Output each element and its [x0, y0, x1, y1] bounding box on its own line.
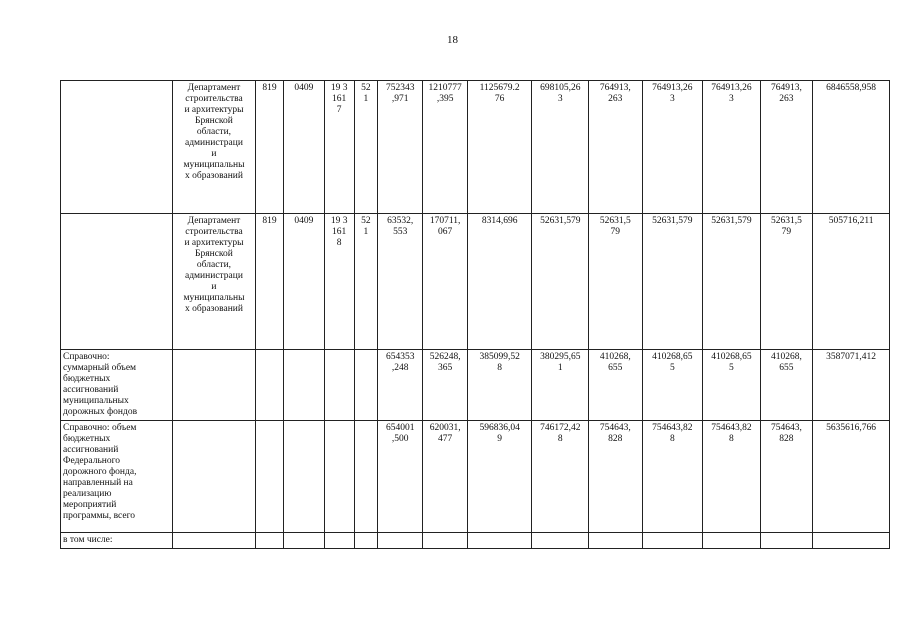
- department-cell-text: Департамент строительства и архитектуры Брянской области, администраци и муниципальны х образований: [183, 83, 245, 181]
- row-label-cell: [61, 350, 173, 421]
- value-cell: [423, 81, 467, 214]
- value-cell-text: 698105,26 3: [540, 83, 581, 104]
- value-cell: [760, 214, 813, 350]
- value-cell: [378, 421, 423, 533]
- vr-code-cell: [354, 81, 377, 214]
- department-cell: [173, 350, 256, 421]
- grbs-code-cell: [255, 214, 283, 350]
- value-cell-text: 410268, 655: [599, 352, 631, 373]
- value-cell: [378, 214, 423, 350]
- value-cell: [642, 81, 703, 214]
- department-cell: [173, 421, 256, 533]
- value-cell: [532, 81, 589, 214]
- value-cell: [813, 81, 890, 214]
- value-cell: [589, 421, 643, 533]
- value-cell-text: 1125679.2 76: [479, 83, 520, 104]
- value-cell: [423, 421, 467, 533]
- value-cell-text: 620031, 477: [429, 423, 461, 444]
- grbs-code-cell-text: 819: [262, 216, 277, 226]
- value-cell: [703, 350, 761, 421]
- value-cell: [589, 533, 643, 549]
- vr-code-cell: [354, 421, 377, 533]
- value-cell: [760, 533, 813, 549]
- grbs-code-cell-text: 819: [262, 83, 277, 93]
- vr-code-cell: [354, 350, 377, 421]
- csr-code-cell: [324, 533, 354, 549]
- value-cell: [642, 214, 703, 350]
- value-cell-text: 170711, 067: [429, 216, 461, 237]
- value-cell: [813, 214, 890, 350]
- value-cell-text: 63532, 553: [387, 216, 414, 237]
- value-cell: [378, 533, 423, 549]
- value-cell: [423, 214, 467, 350]
- row-label-cell: [61, 81, 173, 214]
- value-cell-text: 52631,579: [540, 216, 581, 226]
- value-cell: [423, 533, 467, 549]
- value-cell: [532, 533, 589, 549]
- value-cell: [642, 350, 703, 421]
- rzpr-code-cell: [284, 350, 324, 421]
- vr-code-cell-text: 52 1: [361, 216, 371, 237]
- value-cell: [813, 533, 890, 549]
- csr-code-cell: [324, 81, 354, 214]
- page-number: 18: [447, 34, 458, 46]
- table-row: [61, 350, 890, 421]
- csr-code-cell: [324, 421, 354, 533]
- value-cell: [703, 214, 761, 350]
- value-cell-text: 6846558,958: [826, 83, 877, 93]
- value-cell-text: 654001 ,500: [385, 423, 415, 444]
- value-cell-text: 410268,65 5: [711, 352, 752, 373]
- value-cell: [589, 214, 643, 350]
- grbs-code-cell: [255, 350, 283, 421]
- value-cell-text: 764913,26 3: [652, 83, 693, 104]
- row-label-cell: [61, 214, 173, 350]
- value-cell-text: 52631,579: [652, 216, 693, 226]
- vr-code-cell: [354, 214, 377, 350]
- grbs-code-cell: [255, 81, 283, 214]
- grbs-code-cell: [255, 421, 283, 533]
- row-label-cell: [61, 421, 173, 533]
- department-cell: [173, 81, 256, 214]
- table-row: [61, 214, 890, 350]
- rzpr-code-cell: [284, 533, 324, 549]
- table-row: [61, 533, 890, 549]
- value-cell: [760, 350, 813, 421]
- grbs-code-cell: [255, 533, 283, 549]
- value-cell-text: 52631,579: [711, 216, 752, 226]
- value-cell: [532, 421, 589, 533]
- value-cell: [703, 81, 761, 214]
- value-cell: [467, 421, 532, 533]
- value-cell-text: 410268, 655: [770, 352, 802, 373]
- value-cell: [589, 350, 643, 421]
- value-cell-text: 8314,696: [481, 216, 518, 226]
- department-cell-text: Департамент строительства и архитектуры Брянской области, администраци и муниципальны х образований: [183, 216, 245, 314]
- value-cell-text: 754643, 828: [599, 423, 631, 444]
- row-label-cell-text: Справочно: объем бюджетных ассигнований Федерального дорожного фонда, направленный на реализацию мероприятий программы, всего: [63, 423, 137, 521]
- value-cell: [532, 350, 589, 421]
- value-cell: [703, 533, 761, 549]
- value-cell: [813, 350, 890, 421]
- value-cell-text: 754643,82 8: [652, 423, 693, 444]
- rzpr-code-cell-text: 0409: [294, 83, 314, 93]
- value-cell-text: 754643,82 8: [711, 423, 752, 444]
- value-cell-text: 410268,65 5: [652, 352, 693, 373]
- value-cell-text: 3587071,412: [826, 352, 877, 362]
- value-cell: [378, 81, 423, 214]
- department-cell: [173, 533, 256, 549]
- value-cell-text: 1210777 ,395: [428, 83, 462, 104]
- row-label-cell: [61, 533, 173, 549]
- value-cell-text: 654353 ,248: [385, 352, 415, 373]
- value-cell: [532, 214, 589, 350]
- table-row: [61, 421, 890, 533]
- value-cell-text: 505716,211: [828, 216, 874, 226]
- value-cell-text: 380295,65 1: [540, 352, 581, 373]
- value-cell: [467, 81, 532, 214]
- value-cell: [467, 533, 532, 549]
- value-cell-text: 596836,04 9: [479, 423, 520, 444]
- csr-code-cell: [324, 214, 354, 350]
- rzpr-code-cell-text: 0409: [294, 216, 314, 226]
- row-label-cell-text: Справочно: суммарный объем бюджетных ассигнований муниципальных дорожных фондов: [63, 352, 138, 417]
- value-cell: [642, 421, 703, 533]
- value-cell: [760, 81, 813, 214]
- csr-code-cell: [324, 350, 354, 421]
- value-cell: [467, 214, 532, 350]
- value-cell-text: 385099,52 8: [479, 352, 520, 373]
- value-cell: [589, 81, 643, 214]
- value-cell-text: 752343 ,971: [385, 83, 415, 104]
- vr-code-cell: [354, 533, 377, 549]
- value-cell-text: 764913, 263: [770, 83, 802, 104]
- value-cell: [703, 421, 761, 533]
- rzpr-code-cell: [284, 214, 324, 350]
- rzpr-code-cell: [284, 421, 324, 533]
- value-cell-text: 526248, 365: [429, 352, 461, 373]
- value-cell: [423, 350, 467, 421]
- rzpr-code-cell: [284, 81, 324, 214]
- row-label-cell-text: в том числе:: [63, 535, 113, 545]
- table-row: [61, 81, 890, 214]
- value-cell-text: 5635616,766: [826, 423, 877, 433]
- csr-code-cell-text: 19 3 161 7: [330, 83, 348, 115]
- value-cell-text: 764913,26 3: [711, 83, 752, 104]
- value-cell: [813, 421, 890, 533]
- value-cell-text: 746172,42 8: [540, 423, 581, 444]
- value-cell-text: 52631,5 79: [770, 216, 802, 237]
- value-cell: [378, 350, 423, 421]
- value-cell: [642, 533, 703, 549]
- value-cell-text: 754643, 828: [770, 423, 802, 444]
- csr-code-cell-text: 19 3 161 8: [330, 216, 348, 248]
- department-cell: [173, 214, 256, 350]
- budget-table: [60, 80, 890, 549]
- value-cell-text: 764913, 263: [599, 83, 631, 104]
- vr-code-cell-text: 52 1: [361, 83, 371, 104]
- value-cell-text: 52631,5 79: [599, 216, 631, 237]
- value-cell: [467, 350, 532, 421]
- value-cell: [760, 421, 813, 533]
